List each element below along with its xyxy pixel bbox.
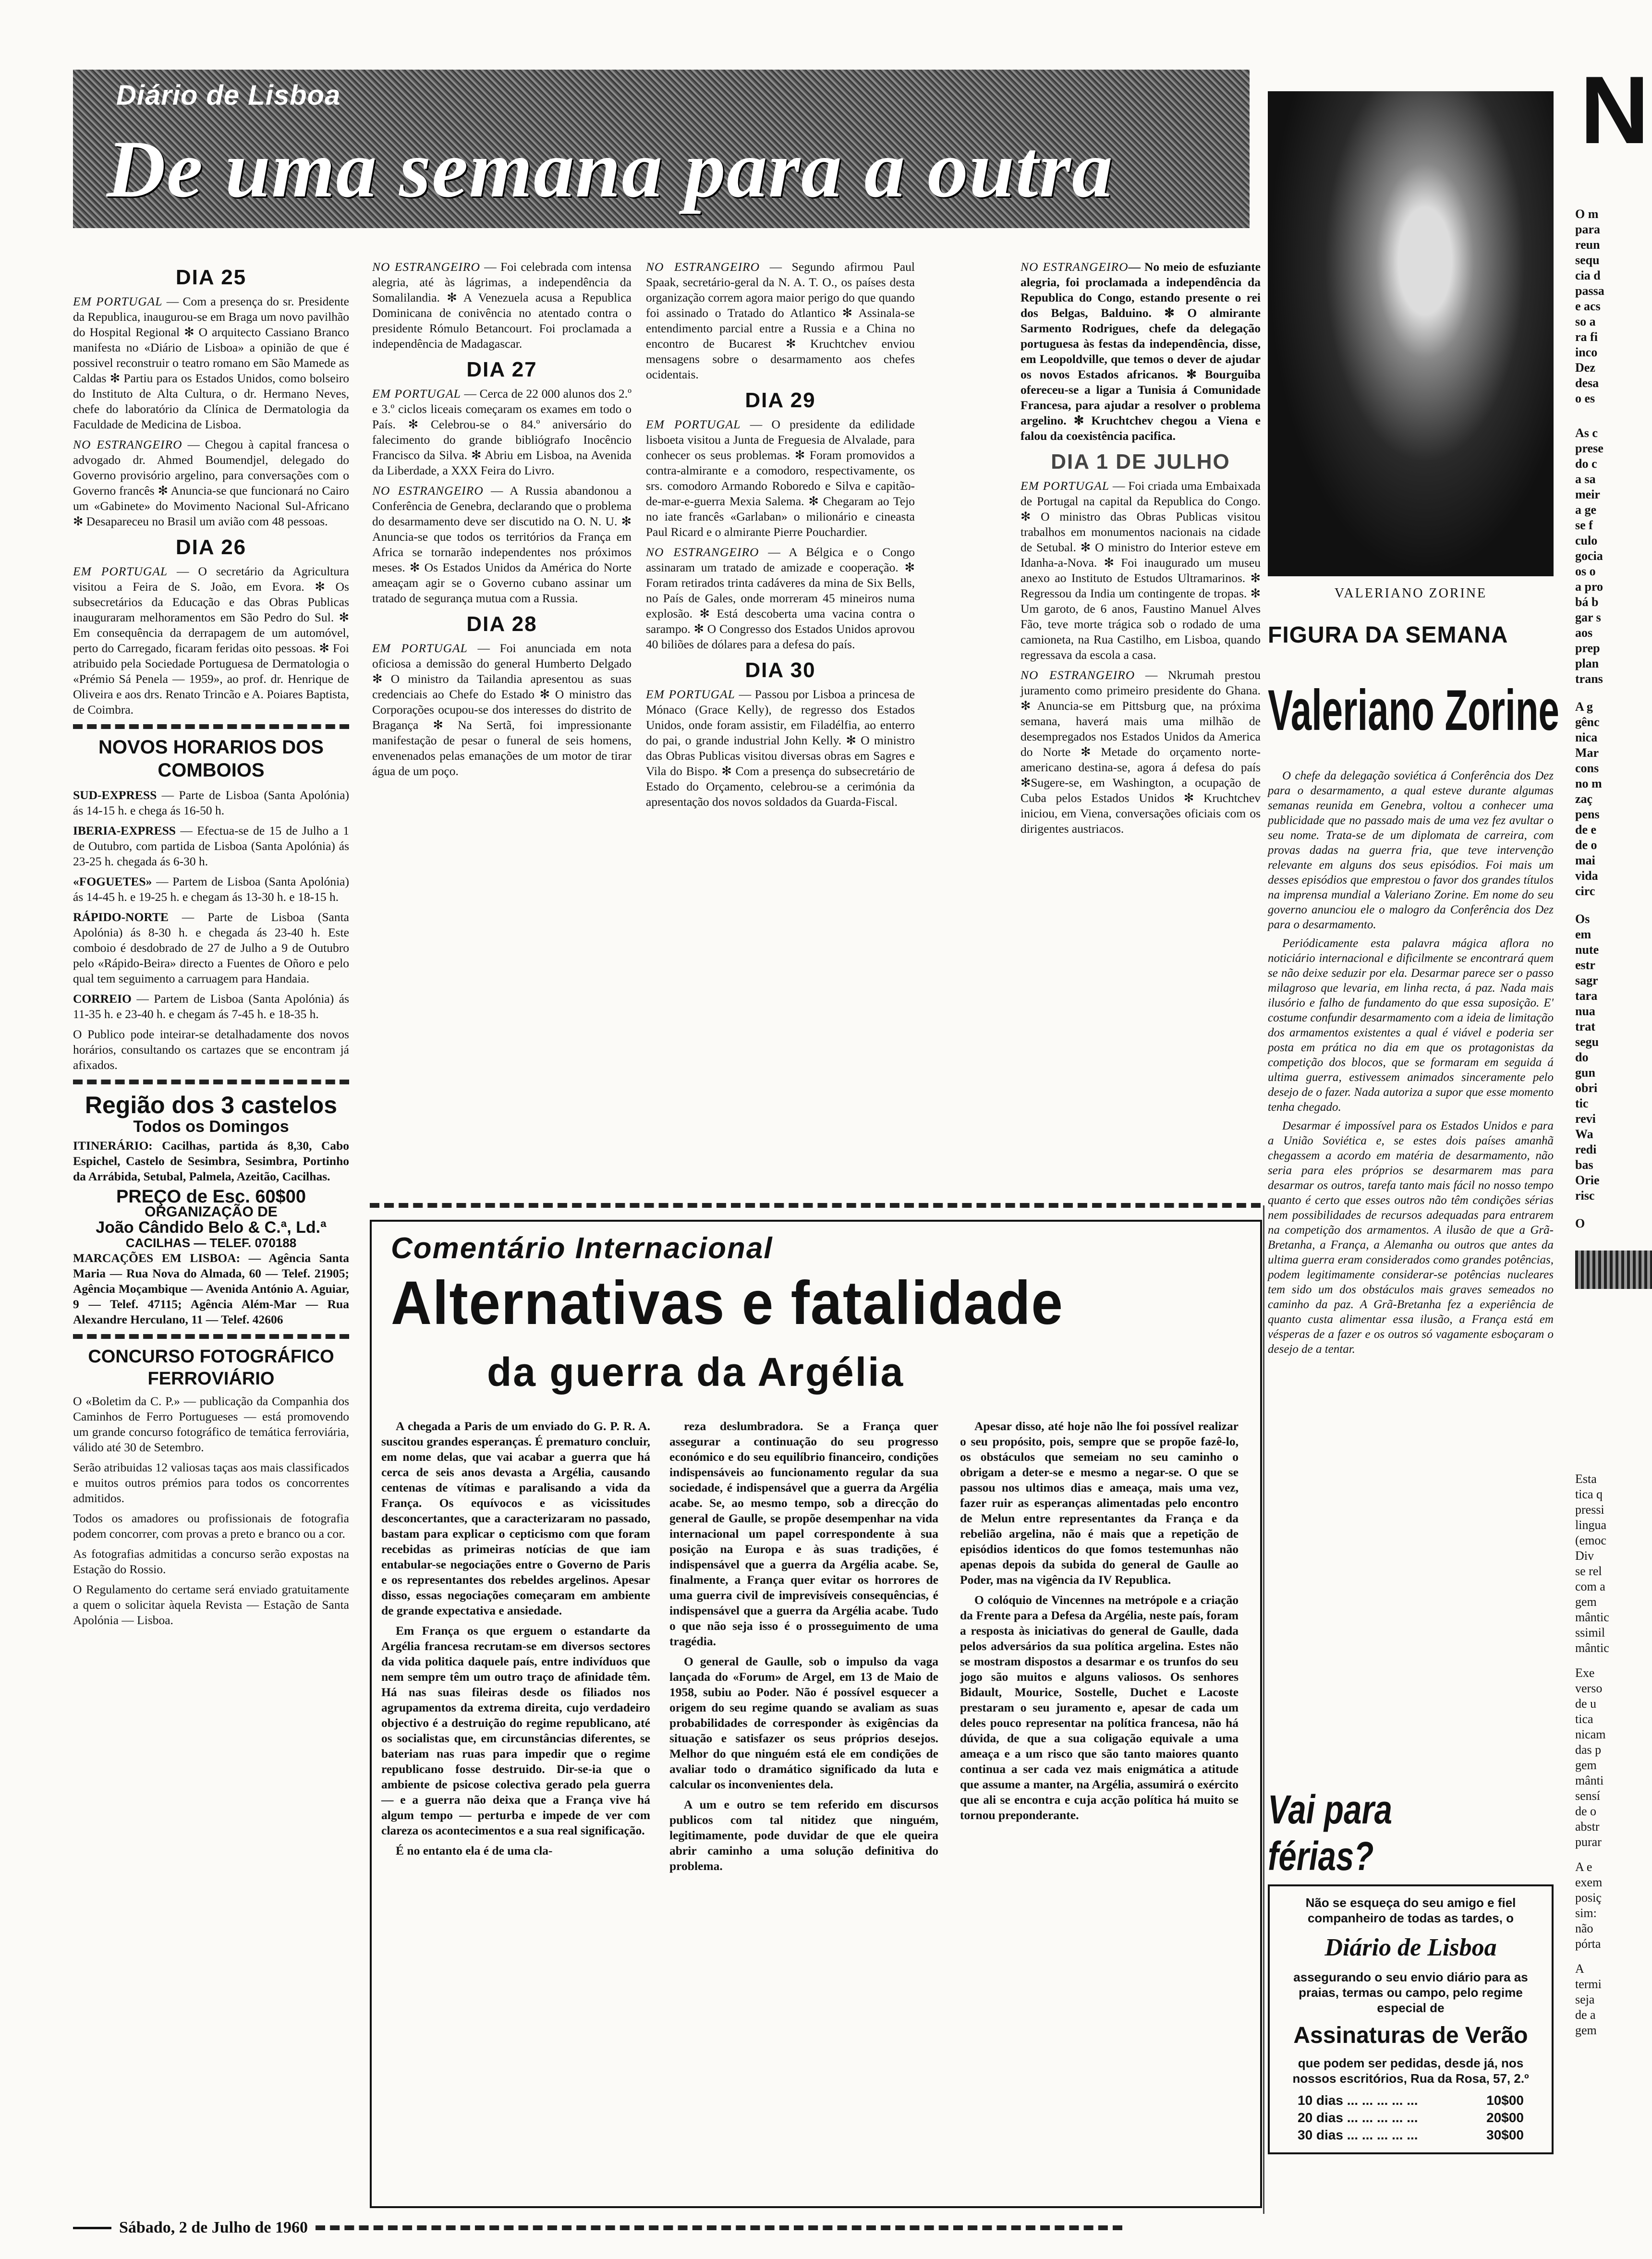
edge-text-fragment: prese [1575, 441, 1603, 455]
edge-text-fragment: ra fi [1575, 330, 1598, 344]
edge-text-fragment: trans [1575, 672, 1603, 686]
edge-text-fragment: de a [1575, 2008, 1596, 2022]
edge-text-fragment: do [1575, 1050, 1589, 1064]
ferias-price-days: 20 dias ... ... ... ... ... [1298, 2110, 1418, 2125]
edge-text-fragment: circ [1575, 884, 1595, 898]
edge-text-fragment: com a [1575, 1579, 1605, 1593]
day-30-heading: DIA 30 [745, 658, 816, 682]
news-text: — Cerca de 22 000 alunos dos 2.º e 3.º ciclos liceais começaram os exames em todo o País. ✻ Celebrou-se o 84.º aniversário do falecimento do grande bibliógrafo Inocêncio Francisco da Silva. ✻ Abriu em Lisboa, na Avenida da Liberdade, a XXX Feira do Livro. [372, 387, 632, 477]
edge-text-fragment: nicam [1575, 1727, 1606, 1741]
edge-text-fragment: gar s [1575, 610, 1601, 624]
edge-text-fragment: so a [1575, 315, 1596, 328]
day-29-heading: DIA 29 [745, 389, 816, 412]
news-text: — O secretário da Agricultura visitou a Feira de S. João, em Evora. ✻ Os subsecretários da Educação e das Obras Publicas inauguraram melhoramentos em São Pedro do Sul. ✻ Em consequência da derrapagem de um automóvel, perto do Carregado, ficaram feridas oito pessoas. ✻ Foi atribuido pela Sociedade Portuguesa de Dermatologia o «Prémio Sá Penela — 1959», ao prof. dr. Henrique de Oliveira e aos drs. Renato Trincão e A. Poiares Baptista, de Coimbra. [73, 564, 349, 717]
castelos-price: PREÇO de Esc. 60$00 [116, 1187, 306, 1207]
edge-text-fragment: não [1575, 1921, 1593, 1935]
horario-train-name: SUD-EXPRESS [73, 788, 157, 802]
edge-text-fragment: o es [1575, 391, 1595, 405]
edge-snippets-d [1575, 1216, 1652, 1231]
edge-snippets-g [1575, 1859, 1652, 1952]
comentario-paragraph: Apesar disso, até hoje não lhe foi possível realizar o seu propósito, pois, sempre que se propõe fazê-lo, os obstáculos que semeiam no seu caminho o obrigam a deter-se e mesmo a negar-se. O que se passou nos ultimos dias e ameaça, mais uma vez, fazer ruir as esperanças alimentadas pelo encontro de Melun entre representantes da França e da rebelião argelina, não é mais que a repetição de episódios identicos do que fomos testemunhas não apenas depois da subida do general de Gaulle ao Poder, mas na vigência da IV Republica. [960, 1419, 1239, 1587]
ferias-paper-logo: Diário de Lisboa [1324, 1934, 1497, 1961]
edge-text-fragment: redi [1575, 1142, 1597, 1156]
edge-text-fragment: de e [1575, 823, 1597, 837]
portrait-caption: VALERIANO ZORINE [1334, 586, 1487, 601]
comentario-paragraph: A chegada a Paris de um enviado do G. P. R. A. suscitou grandes esperanças. É prematuro concluir, em nome delas, que vai acabar a guerra que há cerca de seis anos devasta a Argélia, causando centenas de vítimas e paralisando a vida da França. Os equívocos e as vicissitudes desconcertantes, que a caracterizaram no passado, bastam para explicar o cepticismo com que foram recebidas as primeiras notícias de que iam entabular-se negociações entre o Governo de Paris e os representantes dos rebeldes argelinos. Apesar disso, essas negociações começaram em ambiente de grande expectativa e ansiedade. [381, 1419, 650, 1617]
horario-text: — Efectua-se de 15 de Julho a 1 de Outubro, com partida de Lisboa (Santa Apolónia) ás 23-25 h. chegada ás 6-30 h. [73, 824, 349, 868]
edge-text-fragment: a pro [1575, 580, 1603, 594]
edge-text-fragment: bas [1575, 1158, 1593, 1172]
comentario-column-1 [381, 1419, 650, 1863]
day-27-portugal [372, 386, 632, 478]
horario-train-name: IBERIA-EXPRESS [73, 824, 176, 838]
edge-text-fragment: sim: [1575, 1906, 1597, 1920]
edge-text-fragment: Os [1575, 912, 1590, 926]
ferias-box [1268, 1884, 1554, 2154]
label-no-estrangeiro: NO ESTRANGEIRO [1020, 260, 1129, 274]
edge-snippets-h [1575, 1961, 1652, 2038]
label-em-portugal: EM PORTUGAL [646, 417, 741, 431]
edge-text-fragment: Div [1575, 1549, 1594, 1563]
comentario-title: Alternativas e fatalidade [391, 1269, 1064, 1337]
edge-text-fragment: gem [1575, 1595, 1597, 1609]
edge-text-fragment: A g [1575, 700, 1593, 714]
edge-text-fragment: nica [1575, 730, 1598, 744]
edge-text-fragment: os o [1575, 564, 1596, 578]
horario-item [73, 910, 349, 986]
ferias-price-value: 10$00 [1486, 2093, 1524, 2108]
edge-text-fragment: pressi [1575, 1503, 1604, 1517]
castelos-org-label: ORGANIZAÇÃO DE [145, 1204, 278, 1220]
news-text: — Chegou à capital francesa o advogado dr. Ahmed Boumendjel, delegado do Governo provisório argelino, para conversações com o Governo francês ✻ Anuncia-se que funcionará no Cairo um «Gabinete» do Movimento Nacional Sul-Africano ✻ Desapareceu no Brasil um avião com 48 pessoas. [73, 437, 349, 528]
concurso-paragraph: Todos os amadores ou profissionais de fotografia podem concorrer, com provas a preto e branco ou a cor. [73, 1511, 349, 1541]
news-text: — A Bélgica e o Congo assinaram um tratado de amizade e cooperação. ✻ Foram retirados trinta cadáveres da mina de Six Bells, no País de Gales, onde morreram 45 mineiros numa explosão. ✻ Está descoberta uma vacina contra o sarampo. ✻ O Congresso dos Estados Unidos aprovou 40 biliões de dólares para a defesa do país. [646, 545, 915, 651]
comentario-box [370, 1220, 1262, 2208]
horario-item [73, 823, 349, 869]
edge-snippets-f [1575, 1665, 1652, 1850]
edge-text-fragment: mai [1575, 853, 1595, 867]
day-30-estrangeiro [1020, 259, 1261, 444]
edge-snippets-b [1575, 699, 1652, 899]
day-26-estrangeiro [372, 259, 632, 352]
comentario-subtitle: da guerra da Argélia [487, 1349, 905, 1395]
horarios-list [73, 788, 349, 1022]
figura-name: Valeriano Zorine [1268, 678, 1559, 742]
edge-text-fragment: do c [1575, 457, 1597, 471]
label-no-estrangeiro: NO ESTRANGEIRO [372, 260, 480, 274]
day-27-heading: DIA 27 [466, 358, 537, 381]
day-28-heading: DIA 28 [466, 612, 537, 636]
edge-text-fragment: Esta [1575, 1472, 1597, 1486]
castelos-bookings: MARCAÇÕES EM LISBOA: — Agência Santa Maria — Rua Nova do Almada, 60 — Telef. 21905; Agência Moçambique — Avenida António A. Aguiar, 9 — Telef. 47115; Agência Além-Mar — Rua Alexandre Herculano, 11 — Telef. 42606 [73, 1251, 349, 1326]
edge-snippets-top [1575, 206, 1652, 406]
edge-text-fragment: tica [1575, 1712, 1593, 1726]
edge-text-fragment: aos [1575, 626, 1593, 640]
column-1 [73, 259, 349, 1633]
edge-text-fragment: prep [1575, 641, 1600, 655]
edge-text-fragment: das p [1575, 1743, 1602, 1757]
portrait-photo [1268, 91, 1554, 576]
concurso-paragraph: Serão atribuidas 12 valiosas taças aos mais classificados e muitos outros prémios para todos os concorrentes admitidos. [73, 1460, 349, 1505]
ferias-price-days: 30 dias ... ... ... ... ... [1298, 2127, 1418, 2142]
column-2 [372, 259, 632, 784]
concurso-paragraph: As fotografias admitidas a concurso serão expostas na Estação do Rossio. [73, 1547, 349, 1576]
edge-headline-letter: N [1580, 57, 1650, 164]
itinerary-text: Cacilhas, partida ás 8,30, Cabo Espichel, Castelo de Sesimbra, Sesimbra, Portinho da Arrábida, Setubal, Palmela, Azeitão, Cacilhas. [73, 1139, 349, 1183]
edge-text-fragment: e acs [1575, 299, 1601, 313]
itinerary-label: ITINERÁRIO: [73, 1139, 153, 1153]
castelos-phone: CACILHAS — TELEF. 070188 [125, 1236, 297, 1250]
edge-text-fragment: de o [1575, 1804, 1597, 1818]
ferias-mid: assegurando o seu envio diário para as praias, termas ou campo, pelo regime especial de [1293, 1970, 1528, 2015]
edge-text-fragment: posiç [1575, 1891, 1602, 1905]
ferias-price-row [1283, 2109, 1538, 2126]
edge-text-fragment: desa [1575, 376, 1599, 390]
edge-text-fragment: lingua [1575, 1518, 1606, 1532]
ferias-price-value: 30$00 [1486, 2127, 1524, 2142]
edge-text-fragment: purar [1575, 1835, 1602, 1849]
edge-text-fragment: segu [1575, 1035, 1599, 1049]
edge-text-fragment: gocia [1575, 549, 1603, 563]
comentario-column-2 [669, 1419, 938, 1879]
column-3 [646, 259, 915, 814]
edge-text-fragment: cia d [1575, 268, 1601, 282]
comentario-paragraph: Em França os que erguem o estandarte da Argélia francesa recrutam-se em diversos sectores da vida politica daquele país, entre indivíduos que nem sempre têm um outro traço de afinidade têm. Há nas suas fileiras desde os filiados nos agrupamentos da extrema direita, cujo verdadeiro objectivo é a destruição do regime republicano, até os socialistas que, em circunstâncias diferentes, se bateriam nas ruas para impedir que o regime republicano fosse destruido. Dir-se-ia que o ambiente de psicose colectiva gerado pela guerra — e a guerra não deixa que a França vive há algum tempo — perturba e impede de ver com clareza os acontecimentos e a sua real significação. [381, 1624, 650, 1837]
edge-text-fragment: trat [1575, 1020, 1595, 1033]
ferias-price-days: 10 dias ... ... ... ... ... [1298, 2093, 1418, 2108]
masthead-section-title: De uma semana para a outra [107, 124, 1114, 214]
comentario-kicker: Comentário Internacional [391, 1232, 773, 1265]
ferias-title: Vai para férias? [1268, 1787, 1392, 1879]
edge-dark-block [1575, 1251, 1652, 1289]
edge-text-fragment: gem [1575, 2023, 1597, 2037]
edge-text-fragment: gun [1575, 1066, 1595, 1080]
day-29-portugal [646, 417, 915, 540]
edge-text-fragment: tica q [1575, 1487, 1603, 1501]
figura-section-label: FIGURA DA SEMANA [1268, 622, 1508, 648]
footer-rule [316, 2225, 1122, 2230]
horario-text: — Partem de Lisboa (Santa Apolónia) ás 11-35 h. e 23-40 h. e chegam ás 7-45 h. e 18-35 h. [73, 992, 349, 1021]
divider [73, 1334, 349, 1339]
edge-text-fragment: Mar [1575, 746, 1599, 760]
concurso-paragraph: O Regulamento do certame será enviado gratuitamente a quem o solicitar àquela Revista — Estação de Santa Apolónia — Lisboa. [73, 1582, 349, 1627]
figura-paragraph: O chefe da delegação soviética á Conferência dos Dez para o desarmamento, a qual esteve durante algumas semanas reunida em Genebra, voltou a conhecer uma publicidade que no passado mais de uma vez fez avultar o seu nome. Trata-se de um diplomata de carreira, com provas dadas na guerra fria, que teve intervenção relevante em alguns dos seus episódios. Foi mais um desses episódios que emprestou o favor dos grandes títulos na imprensa mundial a Valeriano Zorine. Em nome do seu governo anunciou ele o malogro da Conferência dos Dez para o desarmamento. [1268, 769, 1554, 931]
ferias-ad [1268, 1786, 1554, 2151]
edge-snippets-c [1575, 911, 1652, 1203]
concurso-title: CONCURSO FOTOGRÁFICO FERROVIÁRIO [88, 1347, 334, 1389]
edge-text-fragment: estr [1575, 958, 1595, 972]
edge-text-fragment: se rel [1575, 1564, 1602, 1578]
edge-text-fragment: bá b [1575, 595, 1599, 609]
comentario-paragraph: O colóquio de Vincennes na metrópole e a criação da Frente para a Defesa da Argélia, neste país, foram a resposta às iniciativas do general de Gaulle, dada pelos adversários da sua política argelina. Estes não se mostram dispostos a desarmar e os trunfos do seu jogo são muitos e alguns valiosos. Os senhores Bidault, Mourice, Sostelle, Duchet e Lacoste prestaram o seu juramento e, apesar de cada um deles pouco representar na política francesa, não há dúvida, de que a sua coligação equivale a uma ameaça e a um risco que são tanto maiores quanto continua a ser cada vez mais enigmática a atitude que assume a manter, na Argélia, assumirá o exército que ali se encontra e cuja acção política há muito se tornou preponderante. [960, 1593, 1239, 1822]
ferias-price-row [1283, 2092, 1538, 2109]
edge-text-fragment: revi [1575, 1112, 1596, 1126]
news-text: — Foi criada uma Embaixada de Portugal na capital da Republica do Congo. ✻ O ministro das Obras Publicas visitou trabalhos em monumentos nacionais na cidade de Setubal. ✻ O ministro do Interior esteve em Idanha-a-Nova. ✻ Foi inaugurado um museu anexo ao Instituto de Estudos Ultramarinos. ✻ Regressou da India um contingente de tropas. ✻ Um garoto, de 6 anos, Faustino Manuel Alves Fão, teve morte trágica sob o rodado de uma camioneta, na Rua Castilho, em Lisboa, quando regressava da escola a casa. [1020, 479, 1261, 662]
divider [73, 724, 349, 729]
footer [73, 2219, 1562, 2238]
comentario-paragraph: reza deslumbradora. Se a França quer assegurar a continuação do seu progresso económico e do seu equilíbrio financeiro, condições indispensáveis ao funcionamento regular da sua sociedade, é indispensável que a guerra da Argélia acabe. Se, ao mesmo tempo, sob a direcção do general de Gaulle, se propõe desempenhar na vida internacional um papel correspondente à sua posição na Europa e às suas tradições, é indispensável que a guerra da Argélia acabe. Se, finalmente, a França quer evitar os horrores de uma guerra civil de imprevisíveis consequências, é indispensável que a guerra da Argélia acabe. Tudo o que não seja isso é o prosseguimento de uma tragédia. [669, 1419, 938, 1648]
edge-text-fragment: meir [1575, 487, 1600, 501]
horario-item [73, 788, 349, 818]
edge-text-fragment: no m [1575, 777, 1602, 790]
comentario-paragraph: A um e outro se tem referido em discursos publicos com tal nitidez que ninguém, legitimamente, pode duvidar de que ele queira abrir caminho a uma solução definitiva do problema. [669, 1797, 938, 1873]
edge-text-fragment: zaç [1575, 792, 1593, 806]
column-4 [1020, 259, 1261, 841]
day-25-estrangeiro [73, 437, 349, 529]
footer-dash [73, 2227, 111, 2229]
day-29-estrangeiro [646, 545, 915, 652]
ferias-offer: Assinaturas de Verão [1293, 2023, 1528, 2048]
news-text: — Nkrumah prestou juramento como primeiro presidente do Ghana. ✻ Anuncia-se em Pittsburg que, na próxima semana, haverá mais uma milhão de desempregados nos Estados Unidos da America do Norte ✻ Metade do orçamento norte-americano destina-se, agora á defesa do país ✻Sugere-se, em Washington, a ocupação de Cuba pelos Estados Unidos ✻ Kruchtchev iniciou, em Viena, conversações oficiais com os dirigentes austriacos. [1020, 668, 1261, 836]
day-1-heading: DIA 1 DE JULHO [1051, 450, 1230, 474]
label-em-portugal: EM PORTUGAL [73, 294, 163, 308]
edge-text-fragment: abstr [1575, 1820, 1600, 1834]
masthead-paper-name: Diário de Lisboa [116, 80, 341, 111]
label-no-estrangeiro: NO ESTRANGEIRO [372, 484, 484, 498]
edge-text-fragment: verso [1575, 1681, 1603, 1695]
concurso-paragraph: O «Boletim da C. P.» — publicação da Companhia dos Caminhos de Ferro Portugueses — está promovendo um grande concurso fotográfico de temática ferroviária, válido até 30 de Setembro. [73, 1394, 349, 1454]
ferias-price-list [1283, 2092, 1538, 2144]
column-divider [1263, 1205, 1264, 2214]
comentario-paragraph: O general de Gaulle, sob o impulso da vaga lançada do «Forum» de Argel, em 13 de Maio de 1958, subiu ao Poder. Não é possível esquecer a origem do seu regime quando se avaliam as suas probabilidades de corresponder às exigências da situação e satisfazer os seus próprios desejos. Melhor do que ninguém está ele em condições de avaliar todo o dramático significado da luta e calcular os inconvenientes dela. [669, 1654, 938, 1791]
castelos-subtitle: Todos os Domingos [133, 1117, 289, 1136]
edge-text-fragment: A e [1575, 1860, 1592, 1874]
news-text: — A Russia abandonou a Conferência de Genebra, declarando que o problema do desarmamento deve ser discutido na O. N. U. ✻ Anuncia-se que todos os territórios da França em Africa se tornarão independentes nos próximos meses. ✻ Os Estados Unidos da América do Norte ameaçam agir se o Governo cubano assinar um tratado de segurança mutua com a Russia. [372, 484, 632, 605]
castelos-itinerary [73, 1138, 349, 1184]
edge-snippets-mid [1575, 425, 1652, 687]
edge-text-fragment: de u [1575, 1697, 1597, 1711]
comentario-column-3 [960, 1419, 1239, 1828]
figura-paragraph: Periódicamente esta palavra mágica aflora no noticiário internacional e dificilmente se encontrará quem se não deixe seduzir por ela. Desarmar parece ser o passo milagroso que levaria, em linha recta, á paz. Nada mais ilusório e falho de fundamento do que essa suposição. E' costume confundir desarmamento com a ideia de limitação dos armamentos existentes a qual é viável e poderia ser posta em prática no dia em que os protagonistas da competição dos blocos, que se formaram em seguida á ultima guerra, estivessem animados sinceramente pelo desejo de o fazer. Nada autoriza a supor que esse momento tenha chegado. [1268, 937, 1554, 1114]
edge-text-fragment: O m [1575, 207, 1599, 221]
edge-text-fragment: passa [1575, 284, 1604, 298]
edge-text-fragment: inco [1575, 345, 1598, 359]
day-25-heading: DIA 25 [175, 266, 247, 289]
edge-text-fragment: a ge [1575, 503, 1597, 517]
ferias-lead: Não se esqueça do seu amigo e fiel companheiro de todas as tardes, o [1305, 1895, 1516, 1925]
edge-text-fragment: mântic [1575, 1610, 1609, 1624]
news-text: — Foi celebrada com intensa alegria, até às lágrimas, a independência da Somalilandia. ✻ A Venezuela acusa a Republica Dominicana de conivência no atentado contra o presidente Rómulo Betancourt. Foi proclamada a independência de Madagascar. [372, 260, 632, 351]
edge-text-fragment: mânti [1575, 1773, 1604, 1787]
edge-text-fragment: pórta [1575, 1937, 1601, 1951]
news-text: — O presidente da edilidade lisboeta visitou a Junta de Freguesia de Alvalade, para conhecer os seus problemas. ✻ Foram promovidos a contra-almirante e a comodoro, respectivamente, os srs. comodoro Armando Roboredo e Silva e capitão-de-mar-e-guerra Mexia Salema. ✻ Chegaram ao Tejo no iate francês «Garlaban» o milionário e cineasta Paul Ricard e o almirante Pierre Pouchardier. [646, 417, 915, 539]
edge-text-fragment: A [1575, 1962, 1584, 1976]
label-no-estrangeiro: NO ESTRANGEIRO [646, 545, 759, 559]
edge-text-fragment: seja [1575, 1992, 1595, 2006]
edge-text-fragment: para [1575, 222, 1600, 236]
label-no-estrangeiro: NO ESTRANGEIRO [646, 260, 760, 274]
edge-text-fragment: a sa [1575, 472, 1596, 486]
edge-text-fragment: As c [1575, 426, 1598, 440]
edge-text-fragment: O [1575, 1216, 1585, 1230]
edge-text-fragment: reun [1575, 238, 1600, 252]
label-em-portugal: EM PORTUGAL [1020, 479, 1110, 493]
ferias-tail: que podem ser pedidas, desde já, nos nossos escritórios, Rua da Rosa, 57, 2.º [1292, 2056, 1529, 2086]
day-1-portugal [1020, 478, 1261, 663]
edge-text-fragment: exem [1575, 1875, 1603, 1889]
day-26-heading: DIA 26 [175, 535, 247, 559]
day-25-portugal [73, 294, 349, 432]
ferias-price-value: 20$00 [1486, 2110, 1524, 2125]
horario-text: — Parte de Lisboa (Santa Apolónia) ás 8-30 h. e chegada ás 23-40 h. Este comboio é desdobrado de 27 de Julho a 9 de Outubro pelo «Rápido-Beira» directo a Fuentes de Oñoro e pelo qual tem seguimento a carruagem para Handaia. [73, 910, 349, 985]
ferias-price-row [1283, 2126, 1538, 2144]
news-text: — Segundo afirmou Paul Spaak, secretário-geral da N. A. T. O., os países desta organização correm agora maior perigo do que quando foi assinado o Tratado do Atlantico ✻ Assinala-se entendimento parcial entre a Russia e a China no encontro de Bucarest ✻ Kruchtchev enviou mensagens sobre o desarmamento aos chefes ocidentais. [646, 260, 915, 381]
castelos-title: Região dos 3 castelos [85, 1092, 338, 1118]
figura-paragraph: Desarmar é impossível para os Estados Unidos e para a União Soviética e, se estes dois países amanhã chegassem a acordo em matéria de desarmamento, não seria para eles próprios se desarmarem mas para desarmar os outros, tarefa tanto mais fácil no nosso tempo quanto é certo que esses outros não têm condições sérias nem possibilidades de recursos adequadas para entrarem na competição dos armamentos. A ilusão de que a Grã-Bretanha, a França, a Alemanha ou outros que antes da ultima guerra eram considerados como grandes potências, podem legitimamente considerar-se potências nucleares tem sido um dos obstáculos mais graves semeados no caminho da paz. A Grã-Bretanha fez a experiência de quanto custa alimentar essa ilusão, a França está em vésperas de a fazer e os outros só vagamente esboçaram o desejo de a tentar. [1268, 1119, 1554, 1356]
edge-text-fragment: pens [1575, 807, 1600, 821]
news-text: — Foi anunciada em nota oficiosa a demissão do general Humberto Delgado ✻ O ministro da Tailandia apresentou as suas credenciais ao Chefe do Estado ✻ O ministro das Corporações ocupou-se dos interesses do distrito de Bragança ✻ Na Sertã, foi impressionante manifestação de pesar o funeral de seis homens, envenenados pelas emanações de um motor de tirar água de um poço. [372, 641, 632, 778]
edge-text-fragment: termi [1575, 1977, 1602, 1991]
edge-text-fragment: sequ [1575, 253, 1600, 267]
section-masthead [73, 70, 1250, 228]
day-26-portugal [73, 564, 349, 717]
comentario-paragraph: É no entanto ela é de uma cla- [396, 1844, 553, 1858]
concurso-body [73, 1394, 349, 1628]
edge-text-fragment: nute [1575, 943, 1599, 957]
edge-text-fragment: sensí [1575, 1789, 1600, 1803]
horario-train-name: RÁPIDO-NORTE [73, 910, 169, 924]
edge-text-fragment: Orie [1575, 1173, 1600, 1187]
edge-text-fragment: em [1575, 927, 1591, 941]
edge-text-fragment: sagr [1575, 973, 1598, 987]
edge-text-fragment: risc [1575, 1189, 1595, 1202]
edge-text-fragment: plan [1575, 656, 1599, 670]
edge-text-fragment: culo [1575, 534, 1598, 547]
horario-item [73, 991, 349, 1022]
footer-date: Sábado, 2 de Julho de 1960 [119, 2219, 308, 2236]
edge-text-fragment: gem [1575, 1758, 1597, 1772]
edge-text-fragment: ssimil [1575, 1626, 1605, 1640]
day-30-portugal [646, 687, 915, 810]
edge-text-fragment: tara [1575, 989, 1598, 1003]
edge-snippets-e [1575, 1471, 1652, 1656]
label-em-portugal: EM PORTUGAL [372, 641, 468, 655]
edge-column [1575, 206, 1652, 2038]
day-28-portugal [372, 641, 632, 779]
horario-text: — Partem de Lisboa (Santa Apolónia) ás 14-45 h. e 19-25 h. e chegam ás 13-30 h. e 18-15 h. [73, 874, 349, 904]
news-text: — No meio de esfuziante alegria, foi proclamada a independência da Republica do Congo, estando presente o rei dos Belgas, Balduino. ✻ O almirante Sarmento Rodrigues, chefe da delegação portuguesa às festas da independência, disse, em Leopoldville, que temos o dever de ajudar os novos Estados africanos. ✻ Bourguiba ofereceu-se a ligar a Tunisia á Comunidade Francesa, para ajudar a resolver o problema argelino. ✻ Kruchtchev chegou a Viena e falou da coexistência pacifica. [1020, 260, 1261, 443]
horarios-note: O Publico pode inteirar-se detalhadamente dos novos horários, consultando os cartazes que se encontram já afixados. [73, 1027, 349, 1072]
news-text: — Passou por Lisboa a princesa de Mónaco (Grace Kelly), de regresso dos Estados Unidos, onde foram assistir, em Filadélfia, ao enterro do pai, o grande industrial John Kelly. ✻ O ministro das Obras Publicas visitou diversas obras em Sagres e Vila do Bispo. ✻ Com a presença do subsecretário de Estado do Orçamento, celebrou-se a cerimónia da apresentação dos novos soldados da Guarda-Fiscal. [646, 687, 915, 809]
divider [73, 1080, 349, 1084]
horarios-title: NOVOS HORARIOS DOS COMBOIOS [98, 737, 324, 781]
day-27-estrangeiro [372, 483, 632, 606]
day-1-estrangeiro [1020, 668, 1261, 837]
horario-train-name: CORREIO [73, 992, 132, 1006]
label-em-portugal: EM PORTUGAL [73, 564, 168, 578]
edge-text-fragment: mântic [1575, 1641, 1609, 1655]
edge-text-fragment: gênc [1575, 715, 1600, 729]
label-no-estrangeiro: NO ESTRANGEIRO [73, 437, 182, 451]
label-no-estrangeiro: NO ESTRANGEIRO [1020, 668, 1135, 682]
edge-text-fragment: Dez [1575, 361, 1595, 375]
news-text: — Com a presença do sr. Presidente da Republica, inaugurou-se em Braga um novo pavilhão do Hospital Regional ✻ O arquitecto Cassiano Branco manifesta no «Diário de Lisboa» a opinião de que é possivel reconstruir o teatro romano em São Mamede as Caldas ✻ Partiu para os Estados Unidos, como bolseiro do Instituto de Alta Cultura, o dr. Hermano Neves, chefe do laboratório da Clínica de Dermatologia da Faculdade de Medicina de Lisboa. [73, 294, 350, 431]
castelos-org-name: João Cândido Belo & C.ª, Ld.ª [96, 1218, 327, 1237]
day-28-estrangeiro [646, 259, 915, 382]
edge-text-fragment: (emoc [1575, 1533, 1606, 1547]
label-em-portugal: EM PORTUGAL [646, 687, 735, 701]
edge-text-fragment: nua [1575, 1004, 1595, 1018]
edge-text-fragment: Wa [1575, 1127, 1593, 1141]
edge-text-fragment: vida [1575, 869, 1598, 883]
edge-text-fragment: Exe [1575, 1666, 1595, 1680]
edge-text-fragment: de o [1575, 838, 1597, 852]
edge-text-fragment: tic [1575, 1096, 1589, 1110]
edge-text-fragment: obri [1575, 1081, 1598, 1095]
horario-train-name: «FOGUETES» [73, 874, 152, 888]
horario-item [73, 874, 349, 905]
edge-text-fragment: se f [1575, 518, 1593, 532]
label-em-portugal: EM PORTUGAL [372, 387, 461, 401]
figura-body [1268, 768, 1554, 1360]
horario-text: — Parte de Lisboa (Santa Apolónia) ás 14-15 h. e chega ás 16-50 h. [73, 788, 349, 817]
edge-text-fragment: cons [1575, 761, 1599, 775]
divider [370, 1203, 1261, 1208]
